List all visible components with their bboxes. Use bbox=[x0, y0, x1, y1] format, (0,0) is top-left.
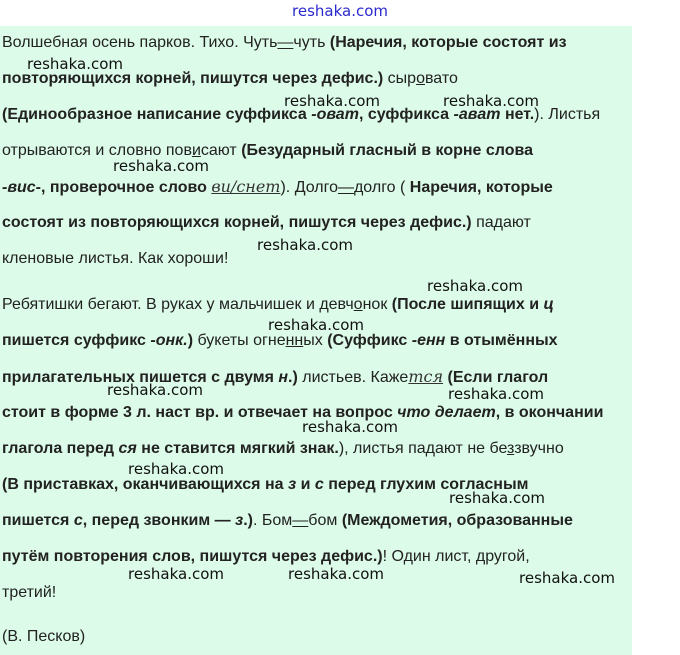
rule-explanation: путём повторения слов, пишутся через дефис.) bbox=[2, 548, 383, 565]
rule-explanation: пишется суффикс bbox=[2, 332, 151, 349]
rule-example: -енн bbox=[411, 332, 446, 349]
watermark: reshaka.com bbox=[448, 385, 544, 403]
text-run: бом bbox=[308, 512, 342, 529]
text-run: вато bbox=[424, 70, 458, 87]
text-line bbox=[2, 547, 530, 567]
rule-example: с bbox=[73, 512, 83, 529]
watermark: reshaka.com bbox=[128, 565, 224, 583]
watermark: reshaka.com bbox=[284, 92, 380, 110]
watermark: reshaka.com bbox=[443, 92, 539, 110]
rule-explanation: Наречия, которые bbox=[409, 179, 553, 196]
rule-example: с bbox=[314, 476, 324, 493]
highlighted-letter: з bbox=[507, 440, 515, 457]
highlighted-letter: — bbox=[277, 34, 294, 51]
rule-explanation: состоят из повторяющихся корней, пишутся через дефис.) bbox=[2, 214, 472, 231]
text-run: ! Один лист, другой, bbox=[382, 548, 530, 565]
site-header-link[interactable]: reshaka.com bbox=[292, 2, 388, 20]
rule-explanation: (Безударный гласный в корне слова bbox=[241, 142, 534, 159]
rule-explanation: и bbox=[296, 476, 315, 493]
text-line bbox=[2, 331, 558, 351]
watermark: reshaka.com bbox=[427, 277, 523, 295]
rule-explanation: в отымённых bbox=[445, 332, 558, 349]
watermark: reshaka.com bbox=[288, 565, 384, 583]
watermark: reshaka.com bbox=[27, 55, 123, 73]
rule-explanation: (Наречия, которые состоят из bbox=[329, 34, 567, 51]
rule-explanation: не ставится мягкий знак. bbox=[136, 440, 339, 457]
rule-explanation: , перед звонким — bbox=[82, 512, 236, 529]
rule-example: что делает bbox=[397, 404, 496, 421]
rule-explanation: (Единообразное написание суффикса bbox=[2, 106, 312, 123]
rule-explanation: , в окончании bbox=[495, 404, 604, 421]
rule-explanation: повторяющихся корней, пишутся через дефис.) bbox=[2, 70, 384, 87]
highlighted-letter: нн bbox=[285, 332, 304, 349]
handwritten-check-word: ви/снет bbox=[211, 177, 281, 196]
rule-explanation: (Междометия, образованные bbox=[341, 512, 573, 529]
text-run: Ребятишки бегают. В руках у мальчишек и девч bbox=[2, 296, 354, 313]
text-run: третий! bbox=[2, 584, 57, 601]
rule-explanation: ) bbox=[187, 332, 194, 349]
rule-explanation: , суффикса bbox=[358, 106, 454, 123]
watermark: reshaka.com bbox=[519, 569, 615, 587]
text-line bbox=[2, 213, 531, 233]
text-run: сыр bbox=[383, 70, 417, 87]
rule-explanation: (В приставках, оканчивающихся на bbox=[2, 476, 288, 493]
rule-example: -вис- bbox=[2, 179, 41, 196]
rule-explanation: , проверочное слово bbox=[41, 179, 212, 196]
text-run: кленовые листья. Как хороши! bbox=[2, 250, 229, 267]
text-run: звучно bbox=[514, 440, 564, 457]
highlighted-letter: о bbox=[416, 70, 425, 87]
highlighted-letter: — bbox=[337, 179, 354, 196]
text-run: листьев. Каже bbox=[297, 369, 409, 386]
text-run: падают bbox=[471, 214, 531, 231]
rule-explanation: .) bbox=[288, 369, 298, 386]
text-run: нок bbox=[362, 296, 392, 313]
highlighted-letter: и bbox=[191, 142, 201, 159]
text-line bbox=[2, 627, 85, 647]
watermark: reshaka.com bbox=[449, 489, 545, 507]
rule-explanation: стоит в форме 3 л. наст вр. и отвечает на вопрос bbox=[2, 404, 398, 421]
rule-example: з bbox=[287, 476, 297, 493]
rule-explanation: (Если глагол bbox=[447, 369, 549, 386]
text-line bbox=[2, 177, 553, 198]
text-run: . Бом bbox=[253, 512, 293, 529]
text-run: долго ( bbox=[353, 179, 410, 196]
text-run: отрываются и словно пов bbox=[2, 142, 192, 159]
rule-explanation: .) bbox=[243, 512, 253, 529]
text-line bbox=[2, 439, 564, 459]
watermark: reshaka.com bbox=[113, 157, 209, 175]
rule-explanation: нет. bbox=[500, 106, 535, 123]
rule-explanation: глагола перед bbox=[2, 440, 119, 457]
rule-example: ц bbox=[543, 296, 554, 313]
text-run: ). Долго bbox=[280, 179, 338, 196]
text-run: чуть bbox=[293, 34, 330, 51]
text-line bbox=[2, 33, 567, 53]
text-line bbox=[2, 141, 533, 161]
handwritten-check-word: тся bbox=[408, 367, 444, 386]
text-run: ), листья падают не бе bbox=[338, 440, 508, 457]
text-line bbox=[2, 583, 56, 603]
watermark: reshaka.com bbox=[268, 316, 364, 334]
watermark: reshaka.com bbox=[128, 460, 224, 478]
highlighted-letter: о bbox=[353, 296, 363, 313]
watermark: reshaka.com bbox=[257, 236, 353, 254]
rule-explanation: прилагательных пишется с двумя bbox=[2, 369, 279, 386]
rule-example: ся bbox=[118, 440, 137, 457]
text-line bbox=[2, 249, 228, 269]
text-run: сают bbox=[200, 142, 242, 159]
rule-example: -оват bbox=[311, 106, 359, 123]
rule-example: -онк. bbox=[150, 332, 188, 349]
rule-example: н bbox=[278, 369, 289, 386]
watermark: reshaka.com bbox=[302, 418, 398, 436]
rule-explanation: пишется bbox=[2, 512, 74, 529]
rule-explanation: (Суффикс bbox=[327, 332, 412, 349]
rule-example: з bbox=[235, 512, 244, 529]
text-run: (В. Песков) bbox=[2, 628, 86, 645]
text-run: ых bbox=[303, 332, 328, 349]
text-run: ). Листья bbox=[534, 106, 601, 123]
text-line bbox=[2, 295, 554, 315]
rule-explanation: перед глухим согласным bbox=[323, 476, 529, 493]
text-run: Волшебная осень парков. Тихо. Чуть bbox=[2, 34, 278, 51]
watermark: reshaka.com bbox=[107, 381, 203, 399]
text-run: букеты огне bbox=[193, 332, 286, 349]
rule-explanation: (После шипящих и bbox=[391, 296, 544, 313]
text-line bbox=[2, 511, 573, 531]
rule-example: -aвaт bbox=[453, 106, 501, 123]
highlighted-letter: — bbox=[292, 512, 309, 529]
